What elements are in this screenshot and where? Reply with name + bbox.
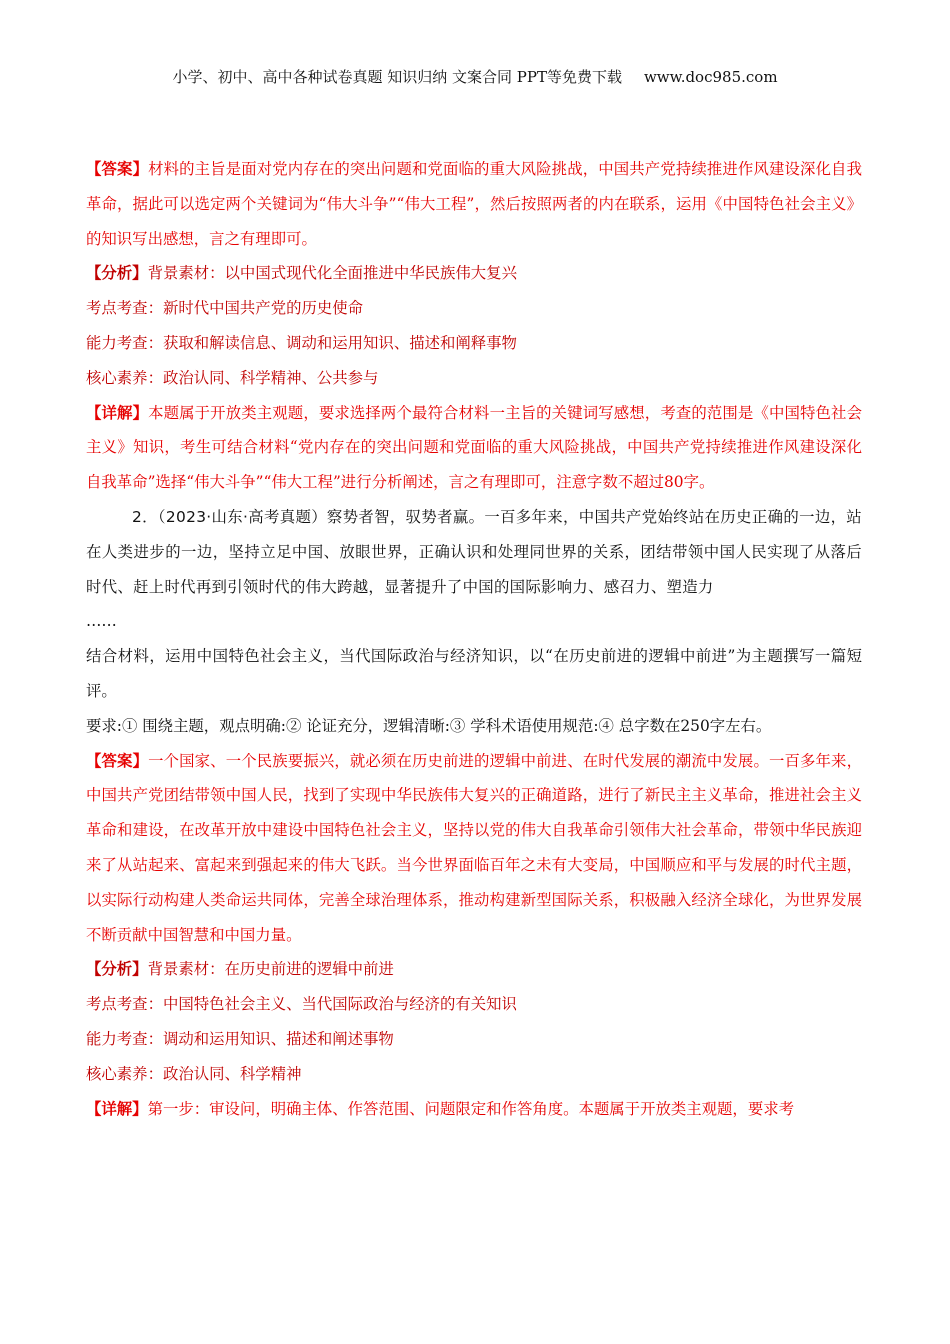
q1-kaodian: 考点考查：新时代中国共产党的历史使命 xyxy=(86,299,364,318)
q2-analysis-text: 背景素材：在历史前进的逻辑中前进 xyxy=(147,960,394,979)
q2-suyang: 核心素养：政治认同、科学精神 xyxy=(86,1064,302,1083)
q2-detail-tag: 【详解】 xyxy=(86,1099,148,1118)
q1-analysis-tag: 【分析】 xyxy=(86,264,148,283)
q1-answer-text: 材料的主旨是面对党内存在的突出问题和党面临的重大风险挑战，中国共产党持续推进作风建设深化自我革命，据此可以选定两个关键词为“伟大斗争”“伟大工程”，然后按照两者的内在联系，运用《中国特色社会主义》的知识写出感想，言之有理即可。 xyxy=(86,160,862,248)
header-text: 小学、初中、高中各种试卷真题 知识归纳 文案合同 PPT等免费下载 xyxy=(172,68,622,86)
q1-detail-tag: 【详解】 xyxy=(86,403,149,422)
q1-detail-text: 本题属于开放类主观题，要求选择两个最符合材料一主旨的关键词写感想，考查的范围是《中国特色社会主义》知识，考生可结合材料“党内存在的突出问题和党面临的重大风险挑战，中国共产党持续推进作风建设深化自我革命”选择“伟大斗争”“伟大工程”进行分析阐述，言之有理即可，注意字数不超过80字。 xyxy=(86,403,862,492)
q1-answer xyxy=(86,152,862,256)
q2-analysis xyxy=(86,952,862,987)
q2-answer-text: 一个国家、一个民族要振兴，就必须在历史前进的逻辑中前进、在时代发展的潮流中发展。一百多年来，中国共产党团结带领中国人民，找到了实现中华民族伟大复兴的正确道路，进行了新民主主义革命，推进社会主义革命和建设，在改革开放中建设中国特色社会主义，坚持以党的伟大自我革命引领伟大社会革命，带领中华民族迎来了从站起来、富起来到强起来的伟大飞跃。当今世界面临百年之未有大变局，中国顺应和平与发展的时代主题，以实际行动构建人类命运共同体，完善全球治理体系，推动构建新型国际关系，积极融入经济全球化，为世界发展不断贡献中国智慧和中国力量。 xyxy=(86,751,862,944)
q2-analysis-tag: 【分析】 xyxy=(86,960,148,979)
q2-task: 结合材料，运用中国特色社会主义，当代国际政治与经济知识，以“在历史前进的逻辑中前进”为主题撰写一篇短评。 xyxy=(86,647,862,700)
q1-answer-tag: 【答案】 xyxy=(86,160,149,178)
q1-analysis-text: 背景素材：以中国式现代化全面推进中华民族伟大复兴 xyxy=(147,264,517,283)
q2-answer-tag: 【答案】 xyxy=(86,751,149,770)
header-url[interactable]: www.doc985.com xyxy=(643,68,778,86)
q2-requirement: 要求:① 围绕主题，观点明确:② 论证充分，逻辑清晰:③ 学科术语使用规范:④ 总字数在250字左右。 xyxy=(86,716,772,735)
page-header xyxy=(0,66,950,87)
q1-analysis xyxy=(86,256,862,291)
q1-suyang: 核心素养：政治认同、科学精神、公共参与 xyxy=(86,368,379,387)
q2-detail xyxy=(86,1092,862,1127)
q1-detail xyxy=(86,396,862,500)
q1-nengli: 能力考查：获取和解读信息、调动和运用知识、描述和阐释事物 xyxy=(86,333,517,352)
q2-stem: 2．（2023·山东·高考真题）察势者智，驭势者赢。一百多年来，中国共产党始终站在历史正确的一边，站在人类进步的一边，坚持立足中国、放眼世界，正确认识和处理同世界的关系，团结带领中国人民实现了从落后时代、赶上时代再到引领时代的伟大跨越，显著提升了中国的国际影响力、感召力、塑造力 xyxy=(86,507,862,596)
q2-ellipsis: …… xyxy=(86,612,117,631)
q2-kaodian: 考点考查：中国特色社会主义、当代国际政治与经济的有关知识 xyxy=(86,995,517,1014)
q2-nengli: 能力考查：调动和运用知识、描述和阐述事物 xyxy=(86,1029,394,1048)
q2-answer xyxy=(86,744,862,953)
document-body xyxy=(86,152,862,1126)
q2-detail-text: 第一步：审设问，明确主体、作答范围、问题限定和作答角度。本题属于开放类主观题，要求考 xyxy=(147,1099,794,1118)
